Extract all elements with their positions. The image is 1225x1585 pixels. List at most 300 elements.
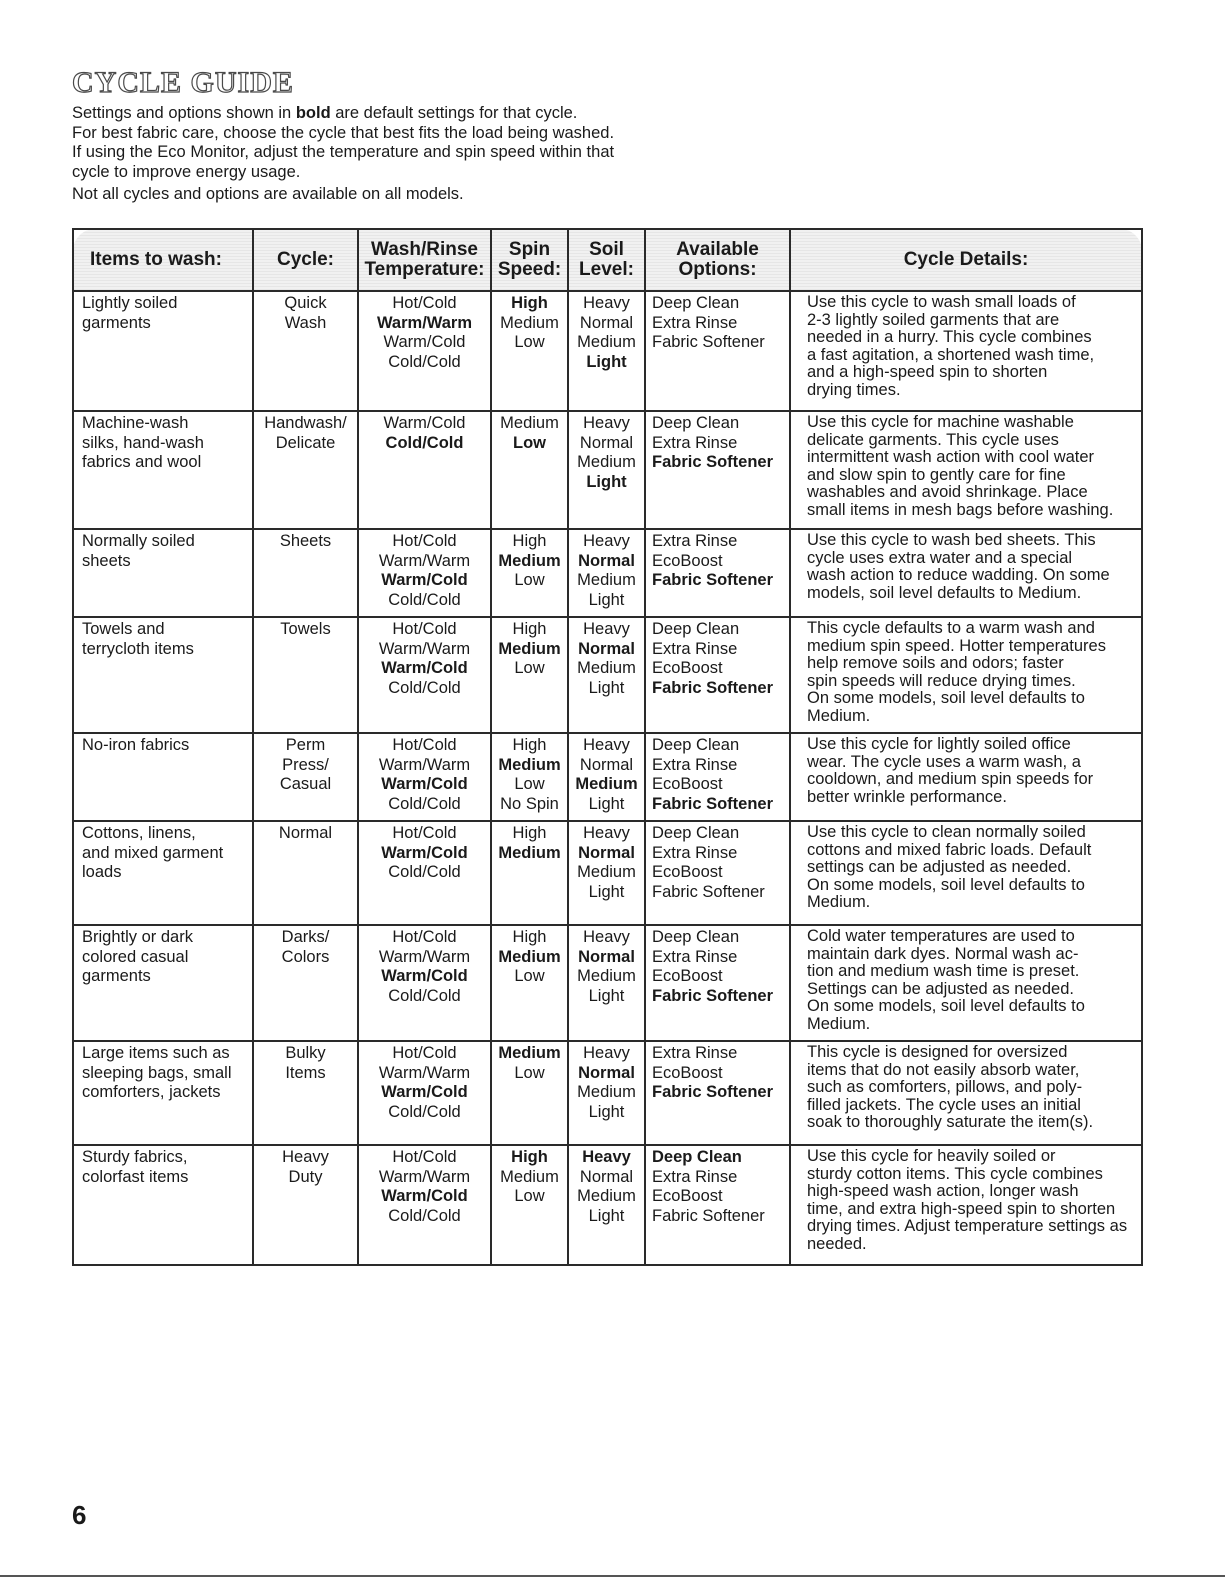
temperature-cell-line: Warm/Cold xyxy=(381,1083,468,1102)
soil-level-cell-line: Heavy xyxy=(583,736,630,754)
options-cell xyxy=(645,925,790,1041)
cycle-cell-line: Press/ xyxy=(282,755,329,774)
cycle-details-cell-line: Medium. xyxy=(807,893,871,911)
cycle-cell-line: Casual xyxy=(279,775,332,794)
items-cell-line: colored casual xyxy=(82,947,189,966)
spin-speed-cell-line: High xyxy=(512,928,547,946)
soil-level-cell xyxy=(568,411,645,529)
spin-speed-cell-line: Low xyxy=(514,775,545,794)
temperature-cell xyxy=(358,617,491,733)
cycle-details-cell-line: Medium. xyxy=(807,706,871,725)
soil-level-cell-line: Heavy xyxy=(583,1044,630,1062)
cycle-cell xyxy=(253,291,358,411)
intro-line-5: Not all cycles and options are available on all models. xyxy=(72,185,464,203)
soil-level-cell xyxy=(568,821,645,925)
items-cell-line: garments xyxy=(82,313,151,332)
temperature-cell xyxy=(358,733,491,821)
items-cell-line: colorfast items xyxy=(82,1167,189,1186)
soil-level-cell-line: Heavy xyxy=(583,824,630,842)
options-cell-line: Deep Clean xyxy=(652,294,740,312)
intro-text xyxy=(72,104,712,205)
temperature-cell xyxy=(358,1145,491,1265)
spin-speed-cell-line: Medium xyxy=(498,1044,561,1062)
temperature-cell-line: Warm/Warm xyxy=(378,1167,471,1186)
temperature-cell xyxy=(358,925,491,1041)
items-cell-line: No-iron fabrics xyxy=(82,736,190,754)
items-cell-line: Cottons, linens, xyxy=(82,824,196,842)
cycle-details-cell xyxy=(790,1041,1142,1145)
cycle-cell-line: Wash xyxy=(284,313,327,332)
cycle-details-cell-line: delicate garments. This cycle uses xyxy=(807,430,1059,449)
options-cell-line: EcoBoost xyxy=(652,863,723,882)
cycle-details-cell xyxy=(790,821,1142,925)
temperature-cell-line: Cold/Cold xyxy=(388,1206,461,1225)
items-cell xyxy=(73,821,253,925)
soil-level-cell xyxy=(568,617,645,733)
soil-level-cell-line: Light xyxy=(588,794,625,813)
soil-level-cell xyxy=(568,291,645,411)
temperature-cell-line: Cold/Cold xyxy=(388,352,461,371)
options-cell xyxy=(645,821,790,925)
cycle-details-cell-line: tion and medium wash time is preset. xyxy=(807,962,1080,980)
spin-speed-cell-line: Medium xyxy=(498,843,561,862)
header-temperature-line-2: Temperature: xyxy=(364,259,485,280)
options-cell xyxy=(645,617,790,733)
items-cell-line: sheets xyxy=(82,551,131,570)
soil-level-cell-line: Light xyxy=(588,1206,625,1225)
soil-level-cell-line: Heavy xyxy=(583,928,630,946)
intro-line-1-start: Settings and options shown in xyxy=(72,104,296,122)
options-cell-line: Deep Clean xyxy=(652,824,740,842)
cycle-details-cell-line: Medium. xyxy=(807,1014,871,1033)
temperature-cell xyxy=(358,411,491,529)
soil-level-cell-line: Light xyxy=(588,882,625,901)
options-cell-line: Extra Rinse xyxy=(652,313,738,332)
options-cell-line: Extra Rinse xyxy=(652,1044,738,1062)
spin-speed-cell-line: Low xyxy=(514,571,545,590)
header-soil xyxy=(568,229,645,291)
cycle-details-cell-line: help remove soils and odors; faster xyxy=(807,654,1064,672)
soil-level-cell-line: Light xyxy=(588,678,625,697)
cycle-cell xyxy=(253,529,358,617)
soil-level-cell-line: Heavy xyxy=(583,532,630,550)
soil-level-cell-line: Heavy xyxy=(583,414,630,432)
header-cycle: Cycle: xyxy=(253,229,358,291)
cycle-details-cell-line: drying times. Adjust temperature settings as xyxy=(807,1217,1128,1235)
options-cell-line: Fabric Softener xyxy=(652,453,774,472)
options-cell-line: Fabric Softener xyxy=(652,986,774,1005)
temperature-cell-line: Hot/Cold xyxy=(392,294,457,312)
cycle-details-cell-line: items that do not easily absorb water, xyxy=(807,1060,1080,1079)
temperature-cell xyxy=(358,529,491,617)
header-soil-line-2: Level: xyxy=(579,259,634,280)
header-spin-line-1: Spin xyxy=(508,239,551,260)
table-row xyxy=(73,291,1142,411)
spin-speed-cell xyxy=(491,617,568,733)
soil-level-cell-line: Normal xyxy=(578,947,635,966)
items-cell xyxy=(73,411,253,529)
options-cell-line: Extra Rinse xyxy=(652,843,738,862)
soil-level-cell-line: Light xyxy=(588,1102,625,1121)
cycle-details-cell-line: Cold water temperatures are used to xyxy=(807,927,1075,945)
options-cell-line: Fabric Softener xyxy=(652,571,774,590)
temperature-cell-line: Hot/Cold xyxy=(392,1044,457,1062)
spin-speed-cell-line: Medium xyxy=(500,313,559,332)
options-cell-line: Extra Rinse xyxy=(652,947,738,966)
cycle-details-cell-line: 2-3 lightly soiled garments that are xyxy=(807,310,1060,329)
spin-speed-cell-line: Low xyxy=(514,1063,545,1082)
temperature-cell-line: Hot/Cold xyxy=(392,824,457,842)
cycle-details-cell xyxy=(790,411,1142,529)
options-cell-line: Fabric Softener xyxy=(652,678,774,697)
options-cell-line: Fabric Softener xyxy=(652,333,765,352)
cycle-cell-line: Darks/ xyxy=(281,928,330,946)
soil-level-cell xyxy=(568,1145,645,1265)
cycle-cell-line: Heavy xyxy=(282,1148,329,1166)
soil-level-cell-line: Medium xyxy=(577,967,636,986)
cycle-details-cell-line: On some models, soil level defaults to xyxy=(807,689,1085,707)
cycle-details-cell-line: Use this cycle for heavily soiled or xyxy=(807,1147,1056,1165)
items-cell-line: silks, hand-wash xyxy=(82,433,204,452)
items-cell-line: garments xyxy=(82,967,151,986)
cycle-details-cell xyxy=(790,529,1142,617)
soil-level-cell-line: Light xyxy=(588,590,625,609)
cycle-details-cell-line: cycle uses extra water and a special xyxy=(807,548,1073,567)
options-cell xyxy=(645,411,790,529)
options-cell xyxy=(645,291,790,411)
options-cell-line: Deep Clean xyxy=(652,928,740,946)
header-options-line-1: Available xyxy=(676,239,759,260)
table-row xyxy=(73,617,1142,733)
cycle-details-cell-line: high-speed wash action, longer wash xyxy=(807,1182,1079,1200)
temperature-cell-line: Warm/Cold xyxy=(383,414,466,432)
soil-level-cell-line: Normal xyxy=(579,755,634,774)
soil-level-cell-line: Normal xyxy=(579,433,634,452)
spin-speed-cell-line: High xyxy=(512,620,547,638)
cycle-details-cell-line: soak to thoroughly saturate the item(s). xyxy=(807,1113,1094,1131)
intro-line-3: If using the Eco Monitor, adjust the temperature and spin speed within that xyxy=(72,143,615,161)
cycle-details-cell-line: maintain dark dyes. Normal wash ac- xyxy=(807,944,1079,963)
temperature-cell-line: Warm/Cold xyxy=(381,659,468,678)
table-header-row xyxy=(73,229,1142,291)
soil-level-cell-line: Normal xyxy=(579,1167,634,1186)
cycle-cell-line: Sheets xyxy=(279,532,332,550)
spin-speed-cell xyxy=(491,821,568,925)
intro-line-1 xyxy=(72,104,712,124)
intro-line-2: For best fabric care, choose the cycle that best fits the load being washed. xyxy=(72,123,615,142)
soil-level-cell-line: Medium xyxy=(577,1187,636,1206)
temperature-cell-line: Warm/Cold xyxy=(383,333,466,352)
items-cell xyxy=(73,733,253,821)
options-cell-line: Deep Clean xyxy=(652,414,740,432)
options-cell-line: Fabric Softener xyxy=(652,794,774,813)
cycle-details-cell-line: better wrinkle performance. xyxy=(807,787,1007,806)
temperature-cell-line: Hot/Cold xyxy=(392,1148,457,1166)
soil-level-cell xyxy=(568,733,645,821)
items-cell xyxy=(73,291,253,411)
items-cell-line: sleeping bags, small xyxy=(82,1063,232,1082)
table-row xyxy=(73,411,1142,529)
soil-level-cell-line: Heavy xyxy=(583,620,630,638)
temperature-cell-line: Warm/Cold xyxy=(381,1187,468,1206)
options-cell-line: Fabric Softener xyxy=(652,1083,774,1102)
cycle-details-cell-line: Use this cycle for machine washable xyxy=(807,413,1074,431)
soil-level-cell-line: Medium xyxy=(577,659,636,678)
page-bottom-rule xyxy=(0,1575,1225,1577)
cycle-details-cell-line: and slow spin to gently care for fine xyxy=(807,465,1066,484)
header-items: Items to wash: xyxy=(73,229,253,291)
options-cell-line: Extra Rinse xyxy=(652,1167,738,1186)
cycle-details-cell-line: On some models, soil level defaults to xyxy=(807,875,1085,894)
options-cell-line: EcoBoost xyxy=(652,659,723,678)
cycle-details-cell-line: needed. xyxy=(807,1234,867,1253)
cycle-cell xyxy=(253,925,358,1041)
items-cell-line: and mixed garment xyxy=(82,843,224,862)
items-cell xyxy=(73,1041,253,1145)
temperature-cell-line: Cold/Cold xyxy=(388,986,461,1005)
cycle-details-cell xyxy=(790,1145,1142,1265)
cycle-guide-table xyxy=(72,228,1143,1266)
soil-level-cell-line: Light xyxy=(586,472,627,491)
temperature-cell-line: Hot/Cold xyxy=(392,620,457,638)
cycle-cell xyxy=(253,821,358,925)
options-cell-line: EcoBoost xyxy=(652,1187,723,1206)
temperature-cell-line: Warm/Cold xyxy=(381,775,468,794)
soil-level-cell-line: Light xyxy=(586,352,627,371)
temperature-cell-line: Warm/Cold xyxy=(381,843,468,862)
cycle-cell-line: Towels xyxy=(280,620,331,638)
cycle-cell-line: Quick xyxy=(284,294,327,312)
items-cell-line: Machine-wash xyxy=(82,414,189,432)
soil-level-cell xyxy=(568,925,645,1041)
options-cell-line: Extra Rinse xyxy=(652,433,738,452)
temperature-cell-line: Cold/Cold xyxy=(388,794,461,813)
cycle-details-cell-line: cottons and mixed fabric loads. Default xyxy=(807,840,1092,859)
temperature-cell-line: Cold/Cold xyxy=(388,1102,461,1121)
spin-speed-cell-line: High xyxy=(512,824,547,842)
cycle-details-cell-line: sturdy cotton items. This cycle combines xyxy=(807,1164,1103,1183)
page-number: 6 xyxy=(72,1500,87,1530)
options-cell xyxy=(645,1145,790,1265)
table-row xyxy=(73,925,1142,1041)
options-cell xyxy=(645,1041,790,1145)
cycle-details-cell-line: and a high-speed spin to shorten xyxy=(807,363,1048,381)
cycle-details-cell-line: wear. The cycle uses a warm wash, a xyxy=(807,752,1081,771)
cycle-details-cell-line: This cycle is designed for oversized xyxy=(807,1043,1068,1061)
temperature-cell xyxy=(358,821,491,925)
spin-speed-cell xyxy=(491,529,568,617)
header-options xyxy=(645,229,790,291)
soil-level-cell-line: Medium xyxy=(577,453,636,472)
cycle-details-cell xyxy=(790,925,1142,1041)
cycle-cell-line: Perm xyxy=(285,736,326,754)
temperature-cell-line: Hot/Cold xyxy=(392,928,457,946)
items-cell xyxy=(73,1145,253,1265)
temperature-cell-line: Warm/Cold xyxy=(381,967,468,986)
cycle-cell-line: Duty xyxy=(288,1167,323,1186)
items-cell-line: comforters, jackets xyxy=(82,1083,221,1102)
spin-speed-cell-line: Medium xyxy=(498,947,561,966)
soil-level-cell-line: Normal xyxy=(579,313,634,332)
items-cell-line: terrycloth items xyxy=(82,639,194,658)
spin-speed-cell-line: High xyxy=(512,736,547,754)
cycle-details-cell-line: Use this cycle to clean normally soiled xyxy=(807,823,1086,841)
temperature-cell xyxy=(358,1041,491,1145)
cycle-cell xyxy=(253,411,358,529)
items-cell-line: Large items such as xyxy=(82,1044,230,1062)
table-row xyxy=(73,1041,1142,1145)
cycle-details-cell-line: models, soil level defaults to Medium. xyxy=(807,583,1082,602)
header-temperature-line-1: Wash/Rinse xyxy=(371,239,478,260)
cycle-details-cell xyxy=(790,733,1142,821)
cycle-cell-line: Colors xyxy=(281,947,330,966)
options-cell-line: EcoBoost xyxy=(652,967,723,986)
soil-level-cell-line: Medium xyxy=(577,1083,636,1102)
cycle-details-cell-line: washables and avoid shrinkage. Place xyxy=(807,483,1088,501)
cycle-cell xyxy=(253,617,358,733)
soil-level-cell-line: Medium xyxy=(577,863,636,882)
temperature-cell-line: Hot/Cold xyxy=(392,532,457,550)
cycle-details-cell-line: settings can be adjusted as needed. xyxy=(807,858,1072,876)
cycle-details-cell-line: time, and extra high-speed spin to shorten xyxy=(807,1199,1116,1218)
temperature-cell-line: Cold/Cold xyxy=(388,678,461,697)
cycle-details-cell-line: wash action to reduce wadding. On some xyxy=(807,566,1110,584)
cycle-details-cell-line: medium spin speed. Hotter temperatures xyxy=(807,636,1106,655)
options-cell-line: Extra Rinse xyxy=(652,755,738,774)
temperature-cell-line: Warm/Warm xyxy=(376,313,473,332)
table-row xyxy=(73,733,1142,821)
options-cell-line: Extra Rinse xyxy=(652,532,738,550)
options-cell-line: EcoBoost xyxy=(652,775,723,794)
header-spin xyxy=(491,229,568,291)
cycle-cell-line: Bulky xyxy=(285,1044,326,1062)
items-cell-line: fabrics and wool xyxy=(82,453,202,472)
header-details: Cycle Details: xyxy=(790,229,1142,291)
spin-speed-cell-line: Low xyxy=(513,433,546,452)
items-cell-line: Brightly or dark xyxy=(82,928,193,946)
cycle-details-cell-line: This cycle defaults to a warm wash and xyxy=(807,619,1095,637)
cycle-cell xyxy=(253,733,358,821)
options-cell-line: Deep Clean xyxy=(652,736,740,754)
cycle-cell-line: Items xyxy=(285,1063,326,1082)
cycle-guide-table-container xyxy=(72,228,1141,1266)
cycle-details-cell-line: cooldown, and medium spin speeds for xyxy=(807,770,1094,788)
table-body xyxy=(73,291,1142,1265)
spin-speed-cell xyxy=(491,1145,568,1265)
temperature-cell-line: Warm/Warm xyxy=(378,551,471,570)
options-cell-line: EcoBoost xyxy=(652,1063,723,1082)
soil-level-cell-line: Normal xyxy=(578,1063,635,1082)
soil-level-cell xyxy=(568,1041,645,1145)
spin-speed-cell-line: Medium xyxy=(498,639,561,658)
soil-level-cell-line: Light xyxy=(588,986,625,1005)
cycle-details-cell-line: spin speeds will reduce drying times. xyxy=(807,671,1076,690)
options-cell xyxy=(645,529,790,617)
items-cell-line: Towels and xyxy=(82,620,165,638)
cycle-details-cell-line: filled jackets. The cycle uses an initial xyxy=(807,1095,1081,1114)
options-cell-line: Deep Clean xyxy=(652,620,740,638)
items-cell xyxy=(73,529,253,617)
spin-speed-cell-line: Low xyxy=(514,333,545,352)
spin-speed-cell-line: High xyxy=(511,294,548,312)
temperature-cell-line: Warm/Cold xyxy=(381,571,468,590)
spin-speed-cell xyxy=(491,925,568,1041)
options-cell xyxy=(645,733,790,821)
cycle-details-cell-line: Use this cycle to wash bed sheets. This xyxy=(807,531,1096,549)
intro-bold-word: bold xyxy=(295,104,331,122)
items-cell xyxy=(73,925,253,1041)
temperature-cell-line: Cold/Cold xyxy=(385,433,464,452)
items-cell-line: Normally soiled xyxy=(82,532,195,550)
items-cell-line: Sturdy fabrics, xyxy=(82,1148,188,1166)
page-title: CYCLE GUIDE xyxy=(72,66,294,99)
cycle-details-cell-line: Settings can be adjusted as needed. xyxy=(807,979,1074,998)
cycle-details-cell-line: Use this cycle for lightly soiled office xyxy=(807,735,1071,753)
cycle-cell-line: Delicate xyxy=(275,433,336,452)
cycle-cell-line: Normal xyxy=(278,824,333,842)
cycle-details-cell-line: Use this cycle to wash small loads of xyxy=(807,293,1076,311)
soil-level-cell-line: Medium xyxy=(575,775,638,794)
temperature-cell-line: Warm/Warm xyxy=(378,755,471,774)
spin-speed-cell-line: High xyxy=(512,532,547,550)
cycle-details-cell-line: intermittent wash action with cool water xyxy=(807,448,1095,466)
items-cell-line: loads xyxy=(82,863,122,882)
spin-speed-cell-line: Low xyxy=(514,967,545,986)
options-cell-line: Fabric Softener xyxy=(652,1206,765,1225)
cycle-details-cell-line: small items in mesh bags before washing. xyxy=(807,500,1114,519)
header-temperature xyxy=(358,229,491,291)
spin-speed-cell-line: Medium xyxy=(500,1167,559,1186)
soil-level-cell-line: Normal xyxy=(578,843,635,862)
spin-speed-cell-line: Medium xyxy=(498,755,561,774)
items-cell-line: Lightly soiled xyxy=(82,294,178,312)
temperature-cell-line: Cold/Cold xyxy=(388,590,461,609)
options-cell-line: EcoBoost xyxy=(652,551,723,570)
cycle-cell xyxy=(253,1041,358,1145)
options-cell-line: Extra Rinse xyxy=(652,639,738,658)
table-row xyxy=(73,1145,1142,1265)
cycle-details-cell-line: a fast agitation, a shortened wash time, xyxy=(807,345,1095,364)
header-soil-line-1: Soil xyxy=(589,239,624,260)
intro-line-4: cycle to improve energy usage. xyxy=(72,162,301,181)
spin-speed-cell-line: Low xyxy=(514,1187,545,1206)
spin-speed-cell-line: Medium xyxy=(500,414,559,432)
soil-level-cell-line: Normal xyxy=(578,639,635,658)
cycle-details-cell-line: such as comforters, pillows, and poly- xyxy=(807,1078,1083,1096)
temperature-cell-line: Warm/Warm xyxy=(378,947,471,966)
soil-level-cell-line: Medium xyxy=(577,333,636,352)
intro-line-1-end: are default settings for that cycle. xyxy=(330,104,578,122)
spin-speed-cell xyxy=(491,291,568,411)
options-cell-line: Deep Clean xyxy=(652,1148,742,1166)
temperature-cell xyxy=(358,291,491,411)
spin-speed-cell-line: Medium xyxy=(498,551,561,570)
temperature-cell-line: Warm/Warm xyxy=(378,1063,471,1082)
spin-speed-cell-line: No Spin xyxy=(500,794,559,813)
table-row xyxy=(73,529,1142,617)
options-cell-line: Fabric Softener xyxy=(652,882,765,901)
spin-speed-cell-line: Low xyxy=(514,659,545,678)
soil-level-cell-line: Normal xyxy=(578,551,635,570)
cycle-cell-line: Handwash/ xyxy=(264,414,347,432)
temperature-cell-line: Hot/Cold xyxy=(392,736,457,754)
cycle-details-cell xyxy=(790,291,1142,411)
items-cell xyxy=(73,617,253,733)
soil-level-cell-line: Medium xyxy=(577,571,636,590)
header-options-line-2: Options: xyxy=(678,259,757,280)
cycle-details-cell-line: On some models, soil level defaults to xyxy=(807,997,1085,1015)
table-row xyxy=(73,821,1142,925)
